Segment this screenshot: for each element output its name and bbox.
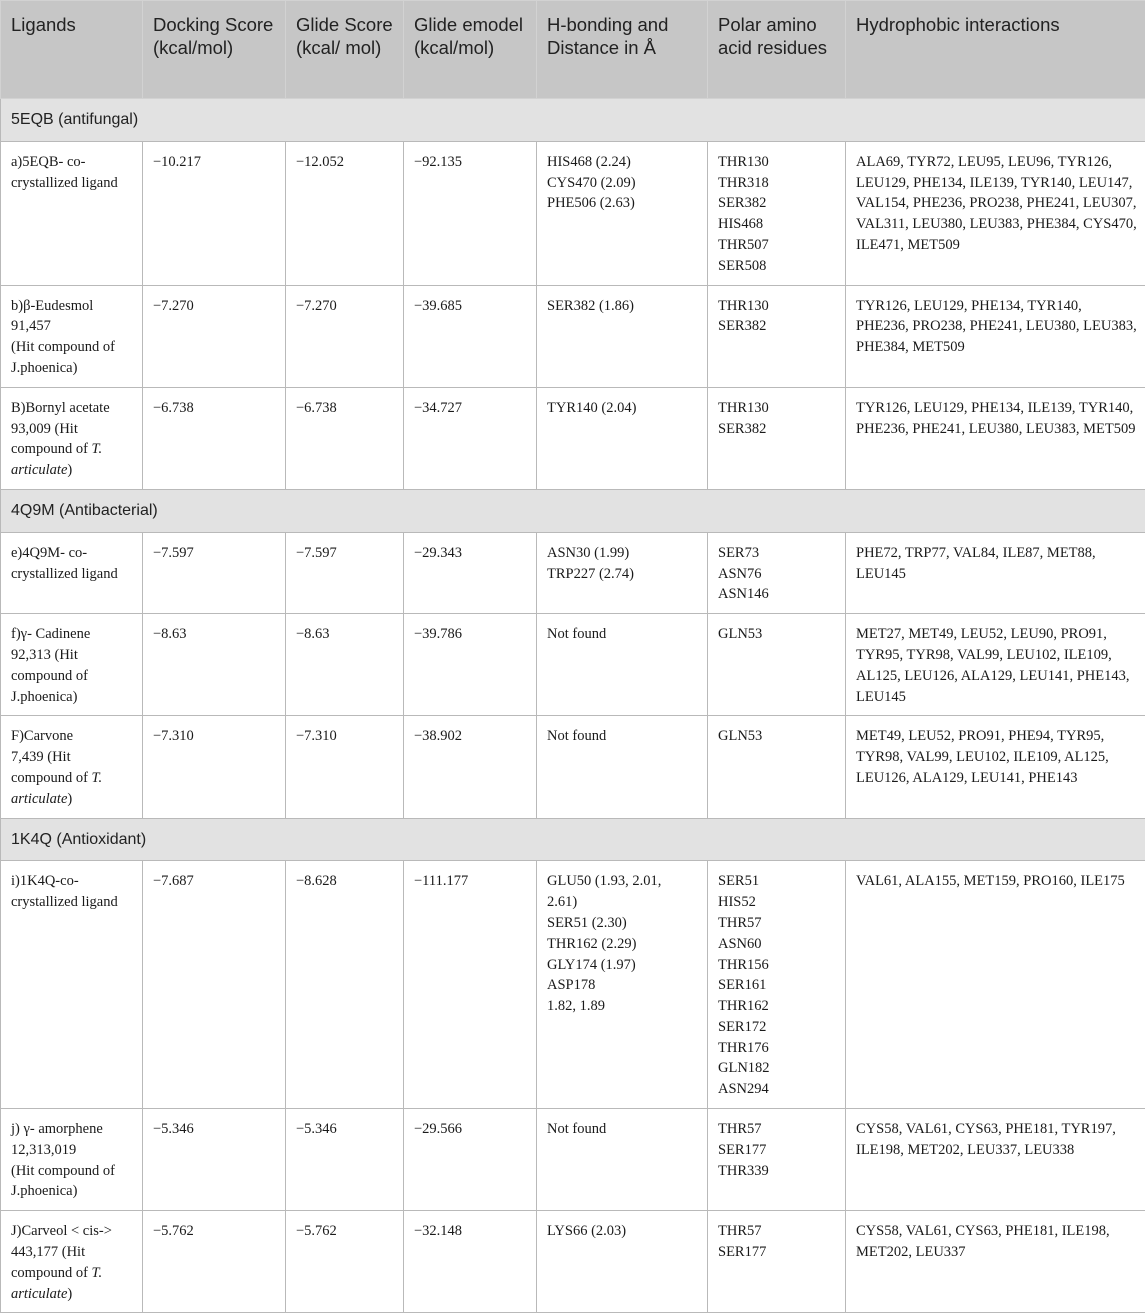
cell-line: PHE506 (2.63) [547,193,699,214]
cell-polar-residues [708,387,846,489]
cell-h-bonding [537,1109,708,1211]
table-row [1,1211,1145,1313]
table-row [1,532,1145,613]
cell-line: ASN76 [718,564,837,585]
cell-ligand [1,716,143,818]
table-row [1,141,1145,285]
cell-emodel: −38.902 [404,716,537,818]
cell-line: 92,313 (Hit [11,645,134,666]
cell-line: TRP227 (2.74) [547,564,699,585]
cell-line: 7,439 (Hit [11,747,134,768]
section-title: 1K4Q (Antioxidant) [1,818,1145,861]
cell-line: J.phoenica) [11,358,134,379]
cell-line: Not found [547,1119,699,1140]
cell-line: (Hit compound of [11,1161,134,1182]
cell-line: THR162 (2.29) [547,934,699,955]
cell-docking: −7.270 [143,285,286,387]
cell-line: ASN60 [718,934,837,955]
cell-line: ASN146 [718,584,837,605]
cell-line: GLN182 [718,1058,837,1079]
cell-ligand [1,141,143,285]
header-row [1,1,1145,99]
cell-polar-residues [708,716,846,818]
cell-line: ASN30 (1.99) [547,543,699,564]
cell-line: SER177 [718,1140,837,1161]
cell-line: j) γ- amorphene [11,1119,134,1140]
cell-hydrophobic: VAL61, ALA155, MET159, PRO160, ILE175 [846,861,1145,1109]
species-name: T. [92,1265,103,1281]
cell-line: THR57 [718,1119,837,1140]
cell-polar-residues [708,614,846,716]
cell-glide: −8.628 [286,861,404,1109]
cell-line: J.phoenica) [11,1181,134,1202]
cell-line: THR507 [718,235,837,256]
cell-glide: −7.270 [286,285,404,387]
table-row [1,387,1145,489]
cell-glide: −5.346 [286,1109,404,1211]
cell-line: TYR140 (2.04) [547,398,699,419]
cell-docking: −8.63 [143,614,286,716]
species-name: articulate [11,462,67,478]
cell-h-bonding [537,716,708,818]
header-hydrophobic: Hydrophobic interactions [846,1,1145,99]
cell-docking: −7.597 [143,532,286,613]
cell-polar-residues [708,285,846,387]
cell-line: CYS470 (2.09) [547,173,699,194]
cell-line: e)4Q9M- co- [11,543,134,564]
cell-line: i)1K4Q-co- [11,871,134,892]
cell-emodel: −92.135 [404,141,537,285]
cell-docking: −7.310 [143,716,286,818]
cell-line: THR318 [718,173,837,194]
cell-line: crystallized ligand [11,173,134,194]
species-name: articulate [11,1286,67,1302]
cell-line: articulate) [11,1284,134,1305]
cell-hydrophobic: TYR126, LEU129, PHE134, TYR140, PHE236, PRO238, PHE241, LEU380, LEU383, PHE384, MET509 [846,285,1145,387]
header-glide-score: Glide Score (kcal/ mol) [286,1,404,99]
cell-line: SER161 [718,975,837,996]
cell-emodel: −111.177 [404,861,537,1109]
table-row [1,285,1145,387]
cell-line: 12,313,019 [11,1140,134,1161]
cell-line: 91,457 [11,316,134,337]
cell-line: SER51 [718,871,837,892]
cell-line: THR162 [718,996,837,1017]
cell-emodel: −34.727 [404,387,537,489]
cell-glide: −8.63 [286,614,404,716]
cell-line: articulate) [11,460,134,481]
cell-line: LYS66 (2.03) [547,1221,699,1242]
cell-emodel: −29.343 [404,532,537,613]
cell-line: GLN53 [718,726,837,747]
cell-line: SER382 (1.86) [547,296,699,317]
cell-h-bonding [537,1211,708,1313]
cell-line: THR156 [718,955,837,976]
cell-ligand [1,1109,143,1211]
table-body [1,99,1145,1313]
section-title: 5EQB (antifungal) [1,99,1145,142]
cell-line: THR57 [718,913,837,934]
cell-h-bonding [537,141,708,285]
header-h-bonding: H-bonding and Distance in Å [537,1,708,99]
cell-hydrophobic: TYR126, LEU129, PHE134, ILE139, TYR140, PHE236, PHE241, LEU380, LEU383, MET509 [846,387,1145,489]
cell-glide: −12.052 [286,141,404,285]
section-row [1,99,1145,142]
cell-ligand [1,861,143,1109]
cell-ligand [1,532,143,613]
cell-ligand [1,1211,143,1313]
cell-line: 443,177 (Hit [11,1242,134,1263]
cell-h-bonding [537,387,708,489]
cell-polar-residues [708,861,846,1109]
cell-emodel: −39.685 [404,285,537,387]
cell-hydrophobic: CYS58, VAL61, CYS63, PHE181, TYR197, ILE198, MET202, LEU337, LEU338 [846,1109,1145,1211]
cell-polar-residues [708,532,846,613]
cell-line: HIS468 (2.24) [547,152,699,173]
header-docking-score: Docking Score (kcal/mol) [143,1,286,99]
cell-polar-residues [708,141,846,285]
cell-line: SER172 [718,1017,837,1038]
cell-line: Not found [547,624,699,645]
cell-docking: −5.762 [143,1211,286,1313]
cell-glide: −6.738 [286,387,404,489]
species-name: T. [92,770,103,786]
cell-line: B)Bornyl acetate [11,398,134,419]
cell-line: b)β-Eudesmol [11,296,134,317]
cell-docking: −6.738 [143,387,286,489]
header-glide-emodel: Glide emodel (kcal/mol) [404,1,537,99]
section-title: 4Q9M (Antibacterial) [1,489,1145,532]
cell-line: GLN53 [718,624,837,645]
cell-line: compound of T. [11,768,134,789]
cell-line: SER508 [718,256,837,277]
cell-line: a)5EQB- co- [11,152,134,173]
table-row [1,861,1145,1109]
species-name: articulate [11,791,67,807]
cell-polar-residues [708,1109,846,1211]
section-row [1,818,1145,861]
cell-line: J)Carveol < cis-> [11,1221,134,1242]
cell-emodel: −29.566 [404,1109,537,1211]
cell-line: GLU50 (1.93, 2.01, [547,871,699,892]
cell-ligand [1,614,143,716]
cell-line: 93,009 (Hit [11,419,134,440]
table-header [1,1,1145,99]
cell-line: compound of T. [11,439,134,460]
cell-line: HIS52 [718,892,837,913]
cell-hydrophobic: PHE72, TRP77, VAL84, ILE87, MET88, LEU145 [846,532,1145,613]
cell-emodel: −32.148 [404,1211,537,1313]
cell-line: SER177 [718,1242,837,1263]
cell-line: crystallized ligand [11,564,134,585]
cell-glide: −7.310 [286,716,404,818]
cell-line: F)Carvone [11,726,134,747]
cell-ligand [1,285,143,387]
cell-line: SER382 [718,193,837,214]
cell-docking: −7.687 [143,861,286,1109]
cell-line: THR176 [718,1038,837,1059]
cell-hydrophobic: ALA69, TYR72, LEU95, LEU96, TYR126, LEU129, PHE134, ILE139, TYR140, LEU147, VAL154, PHE236, PRO238, PHE241, LEU307, VAL311, LEU380, LEU383, PHE384, CYS470, ILE471, MET509 [846,141,1145,285]
cell-line: compound of [11,666,134,687]
cell-ligand [1,387,143,489]
cell-glide: −5.762 [286,1211,404,1313]
table-row [1,1109,1145,1211]
cell-line: GLY174 (1.97) [547,955,699,976]
cell-h-bonding [537,532,708,613]
cell-hydrophobic: CYS58, VAL61, CYS63, PHE181, ILE198, MET202, LEU337 [846,1211,1145,1313]
cell-line: J.phoenica) [11,687,134,708]
cell-line: THR130 [718,398,837,419]
cell-line: compound of T. [11,1263,134,1284]
cell-line: 1.82, 1.89 [547,996,699,1017]
cell-line: Not found [547,726,699,747]
cell-h-bonding [537,614,708,716]
cell-line: THR57 [718,1221,837,1242]
cell-h-bonding [537,285,708,387]
cell-line: crystallized ligand [11,892,134,913]
cell-line: ASP178 [547,975,699,996]
cell-hydrophobic: MET49, LEU52, PRO91, PHE94, TYR95, TYR98, VAL99, LEU102, ILE109, AL125, LEU126, ALA129, LEU141, PHE143 [846,716,1145,818]
cell-line: SER382 [718,419,837,440]
cell-line: f)γ- Cadinene [11,624,134,645]
cell-line: articulate) [11,789,134,810]
cell-glide: −7.597 [286,532,404,613]
header-ligands: Ligands [1,1,143,99]
cell-docking: −5.346 [143,1109,286,1211]
table-row [1,614,1145,716]
species-name: T. [92,441,103,457]
table-row [1,716,1145,818]
cell-line: SER382 [718,316,837,337]
cell-polar-residues [708,1211,846,1313]
cell-h-bonding [537,861,708,1109]
section-row [1,489,1145,532]
header-polar-residues: Polar amino acid residues [708,1,846,99]
cell-line: SER51 (2.30) [547,913,699,934]
cell-line: HIS468 [718,214,837,235]
cell-line: THR130 [718,296,837,317]
cell-line: SER73 [718,543,837,564]
cell-line: THR130 [718,152,837,173]
cell-line: 2.61) [547,892,699,913]
cell-hydrophobic: MET27, MET49, LEU52, LEU90, PRO91, TYR95, TYR98, VAL99, LEU102, ILE109, AL125, LEU126, ALA129, LEU141, PHE143, LEU145 [846,614,1145,716]
cell-line: (Hit compound of [11,337,134,358]
cell-docking: −10.217 [143,141,286,285]
cell-emodel: −39.786 [404,614,537,716]
cell-line: THR339 [718,1161,837,1182]
cell-line: ASN294 [718,1079,837,1100]
